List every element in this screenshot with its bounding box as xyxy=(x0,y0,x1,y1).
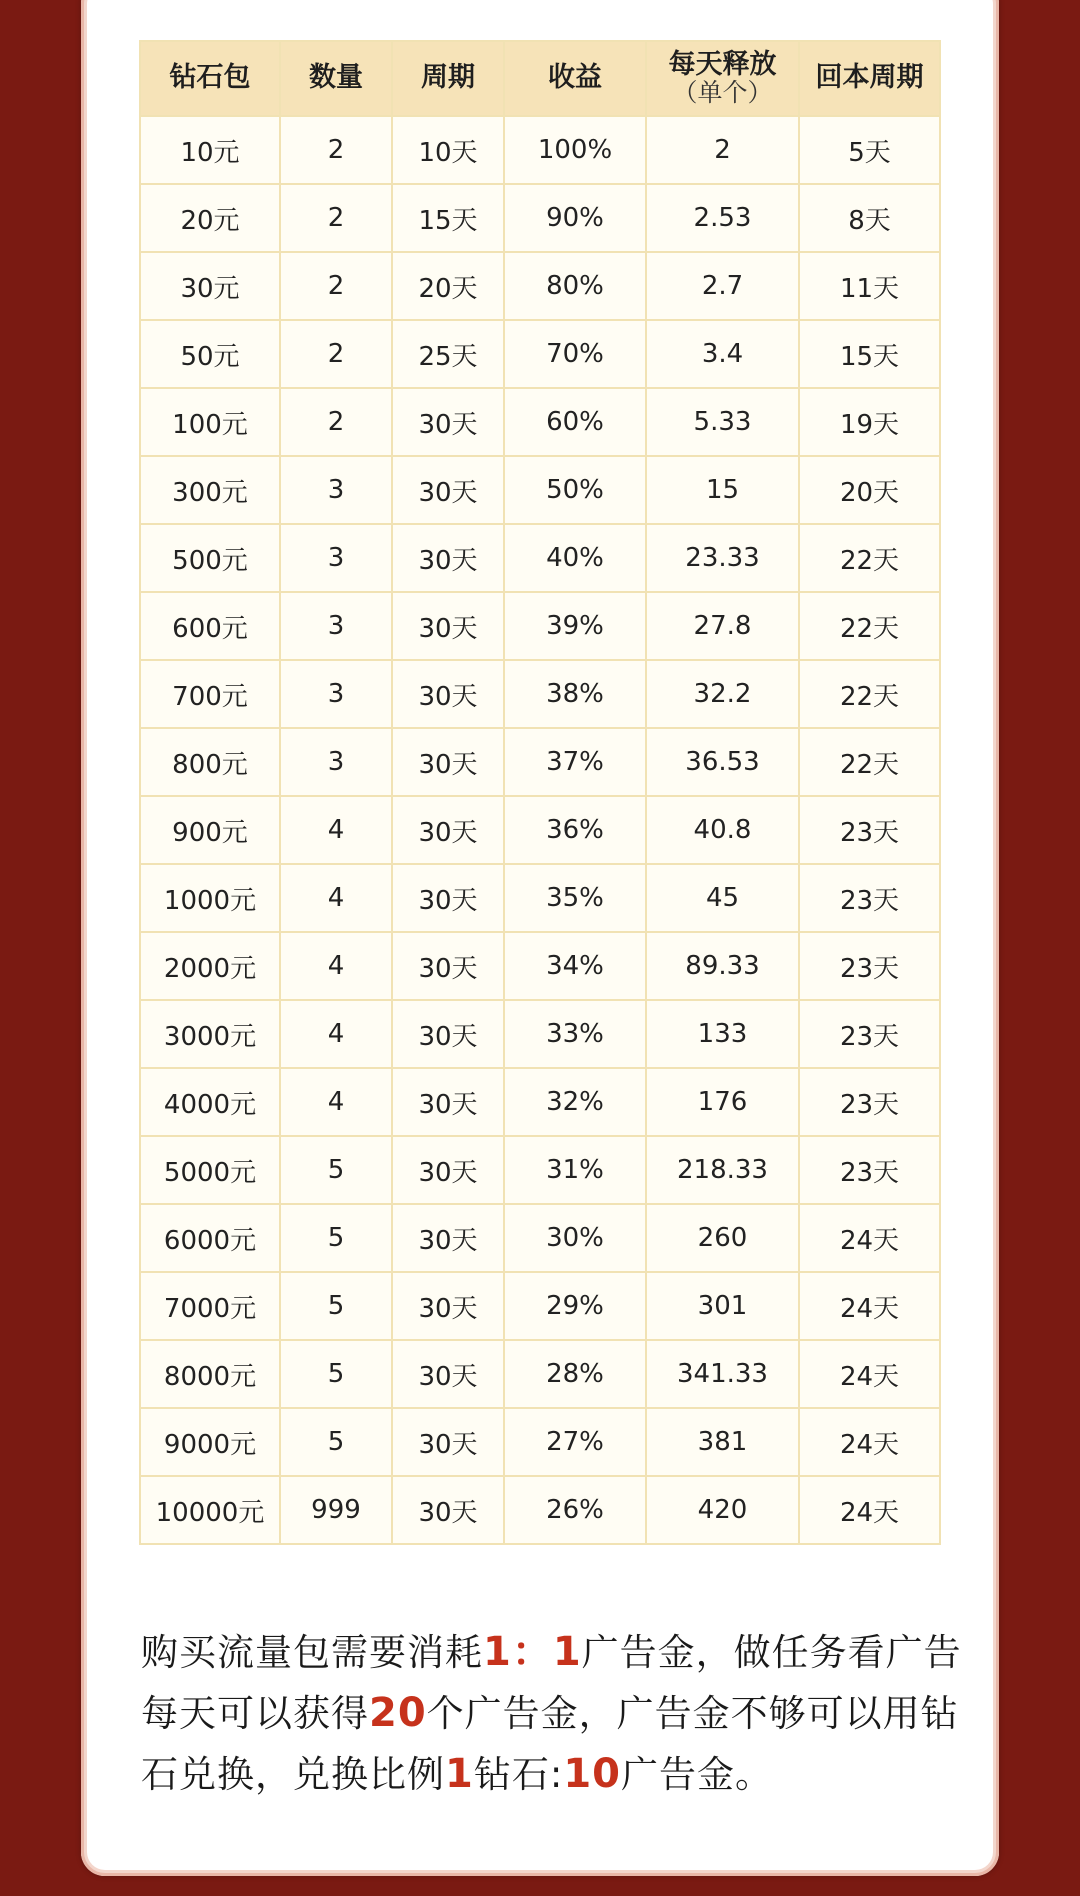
cell-daily-release: 341.33 xyxy=(646,1340,799,1408)
cell-return: 28% xyxy=(504,1340,646,1408)
cell-period: 30天 xyxy=(392,524,504,592)
cell-period: 30天 xyxy=(392,660,504,728)
table-row xyxy=(140,116,940,184)
table-row xyxy=(140,660,940,728)
table-row xyxy=(140,320,940,388)
cell-daily-release: 218.33 xyxy=(646,1136,799,1204)
cell-diamond-pack: 100元 xyxy=(140,388,280,456)
cell-diamond-pack: 6000元 xyxy=(140,1204,280,1272)
table-row xyxy=(140,1272,940,1340)
cell-payback-period: 5天 xyxy=(799,116,940,184)
cell-daily-release: 36.53 xyxy=(646,728,799,796)
table-row xyxy=(140,1476,940,1544)
note-highlight: 20 xyxy=(369,1690,427,1736)
cell-daily-release: 301 xyxy=(646,1272,799,1340)
cell-return: 70% xyxy=(504,320,646,388)
cell-period: 25天 xyxy=(392,320,504,388)
table-row xyxy=(140,864,940,932)
cell-period: 30天 xyxy=(392,1000,504,1068)
cell-diamond-pack: 5000元 xyxy=(140,1136,280,1204)
note-highlight: 10 xyxy=(563,1751,621,1797)
cell-payback-period: 11天 xyxy=(799,252,940,320)
table-row xyxy=(140,1136,940,1204)
cell-period: 20天 xyxy=(392,252,504,320)
cell-period: 30天 xyxy=(392,1272,504,1340)
cell-quantity: 3 xyxy=(280,592,392,660)
cell-quantity: 2 xyxy=(280,388,392,456)
cell-diamond-pack: 7000元 xyxy=(140,1272,280,1340)
table-header xyxy=(140,41,940,116)
cell-daily-release: 89.33 xyxy=(646,932,799,1000)
cell-quantity: 4 xyxy=(280,864,392,932)
cell-quantity: 5 xyxy=(280,1136,392,1204)
cell-period: 30天 xyxy=(392,456,504,524)
cell-period: 30天 xyxy=(392,864,504,932)
cell-daily-release: 420 xyxy=(646,1476,799,1544)
cell-payback-period: 23天 xyxy=(799,1136,940,1204)
cell-diamond-pack: 10元 xyxy=(140,116,280,184)
cell-payback-period: 22天 xyxy=(799,660,940,728)
cell-return: 34% xyxy=(504,932,646,1000)
table-row xyxy=(140,184,940,252)
cell-payback-period: 23天 xyxy=(799,796,940,864)
table-row xyxy=(140,592,940,660)
cell-daily-release: 381 xyxy=(646,1408,799,1476)
cell-diamond-pack: 4000元 xyxy=(140,1068,280,1136)
cell-diamond-pack: 300元 xyxy=(140,456,280,524)
cell-payback-period: 23天 xyxy=(799,1000,940,1068)
cell-daily-release: 133 xyxy=(646,1000,799,1068)
cell-daily-release: 5.33 xyxy=(646,388,799,456)
cell-return: 39% xyxy=(504,592,646,660)
table-row xyxy=(140,796,940,864)
cell-diamond-pack: 800元 xyxy=(140,728,280,796)
cell-return: 40% xyxy=(504,524,646,592)
note-text: 购买流量包需要消耗 xyxy=(141,1631,483,1674)
cell-payback-period: 24天 xyxy=(799,1204,940,1272)
purchase-note xyxy=(141,1622,971,1805)
cell-payback-period: 24天 xyxy=(799,1340,940,1408)
cell-quantity: 2 xyxy=(280,116,392,184)
cell-daily-release: 23.33 xyxy=(646,524,799,592)
cell-daily-release: 260 xyxy=(646,1204,799,1272)
note-text: 个广告金，广告金不够可以用钻石兑换，兑换比例 xyxy=(141,1692,959,1796)
cell-quantity: 2 xyxy=(280,320,392,388)
cell-period: 30天 xyxy=(392,1340,504,1408)
cell-quantity: 999 xyxy=(280,1476,392,1544)
header-label: 每天释放 xyxy=(668,49,777,81)
header-cell-diamond-pack xyxy=(140,41,280,116)
cell-daily-release: 40.8 xyxy=(646,796,799,864)
cell-diamond-pack: 50元 xyxy=(140,320,280,388)
cell-return: 27% xyxy=(504,1408,646,1476)
note-text: 广告金。 xyxy=(620,1753,773,1796)
cell-payback-period: 24天 xyxy=(799,1476,940,1544)
cell-period: 30天 xyxy=(392,796,504,864)
table-row xyxy=(140,456,940,524)
cell-return: 90% xyxy=(504,184,646,252)
cell-daily-release: 2.7 xyxy=(646,252,799,320)
cell-diamond-pack: 20元 xyxy=(140,184,280,252)
cell-quantity: 3 xyxy=(280,728,392,796)
cell-period: 30天 xyxy=(392,728,504,796)
cell-daily-release: 176 xyxy=(646,1068,799,1136)
header-label: 数量 xyxy=(309,62,363,94)
cell-diamond-pack: 700元 xyxy=(140,660,280,728)
cell-return: 33% xyxy=(504,1000,646,1068)
diamond-pack-table xyxy=(139,40,941,1545)
header-cell-return xyxy=(504,41,646,116)
cell-diamond-pack: 500元 xyxy=(140,524,280,592)
cell-diamond-pack: 2000元 xyxy=(140,932,280,1000)
cell-diamond-pack: 9000元 xyxy=(140,1408,280,1476)
header-sublabel: （单个） xyxy=(672,77,773,107)
cell-period: 30天 xyxy=(392,1204,504,1272)
cell-return: 36% xyxy=(504,796,646,864)
header-cell-payback-period xyxy=(799,41,940,116)
table-row xyxy=(140,1204,940,1272)
cell-return: 32% xyxy=(504,1068,646,1136)
cell-payback-period: 20天 xyxy=(799,456,940,524)
cell-daily-release: 27.8 xyxy=(646,592,799,660)
cell-period: 30天 xyxy=(392,388,504,456)
cell-quantity: 4 xyxy=(280,1068,392,1136)
note-highlight: 1：1 xyxy=(483,1629,582,1675)
cell-daily-release: 2.53 xyxy=(646,184,799,252)
cell-return: 26% xyxy=(504,1476,646,1544)
note-highlight: 1 xyxy=(445,1751,474,1797)
cell-return: 37% xyxy=(504,728,646,796)
cell-return: 100% xyxy=(504,116,646,184)
cell-return: 29% xyxy=(504,1272,646,1340)
cell-quantity: 4 xyxy=(280,932,392,1000)
cell-diamond-pack: 10000元 xyxy=(140,1476,280,1544)
cell-period: 30天 xyxy=(392,1476,504,1544)
cell-diamond-pack: 3000元 xyxy=(140,1000,280,1068)
cell-diamond-pack: 30元 xyxy=(140,252,280,320)
cell-diamond-pack: 8000元 xyxy=(140,1340,280,1408)
header-cell-quantity xyxy=(280,41,392,116)
cell-quantity: 3 xyxy=(280,660,392,728)
cell-quantity: 5 xyxy=(280,1272,392,1340)
cell-quantity: 3 xyxy=(280,524,392,592)
header-label: 回本周期 xyxy=(815,62,924,94)
cell-payback-period: 23天 xyxy=(799,1068,940,1136)
cell-daily-release: 2 xyxy=(646,116,799,184)
cell-period: 30天 xyxy=(392,1408,504,1476)
cell-diamond-pack: 1000元 xyxy=(140,864,280,932)
table-row xyxy=(140,388,940,456)
table-row xyxy=(140,1000,940,1068)
cell-daily-release: 3.4 xyxy=(646,320,799,388)
cell-payback-period: 22天 xyxy=(799,728,940,796)
cell-diamond-pack: 600元 xyxy=(140,592,280,660)
cell-payback-period: 24天 xyxy=(799,1408,940,1476)
header-cell-period xyxy=(392,41,504,116)
cell-payback-period: 22天 xyxy=(799,592,940,660)
cell-return: 60% xyxy=(504,388,646,456)
cell-period: 30天 xyxy=(392,1068,504,1136)
header-label: 钻石包 xyxy=(169,62,251,94)
cell-quantity: 5 xyxy=(280,1340,392,1408)
note-text: 广告金，做任务看广告每天可以获得 xyxy=(141,1631,962,1735)
cell-quantity: 5 xyxy=(280,1204,392,1272)
cell-payback-period: 15天 xyxy=(799,320,940,388)
cell-return: 30% xyxy=(504,1204,646,1272)
cell-period: 15天 xyxy=(392,184,504,252)
cell-payback-period: 22天 xyxy=(799,524,940,592)
table-row xyxy=(140,728,940,796)
table-row xyxy=(140,932,940,1000)
table-row xyxy=(140,1340,940,1408)
table-row xyxy=(140,1068,940,1136)
cell-period: 10天 xyxy=(392,116,504,184)
cell-return: 50% xyxy=(504,456,646,524)
cell-daily-release: 45 xyxy=(646,864,799,932)
cell-return: 35% xyxy=(504,864,646,932)
cell-payback-period: 19天 xyxy=(799,388,940,456)
cell-quantity: 5 xyxy=(280,1408,392,1476)
cell-quantity: 2 xyxy=(280,252,392,320)
cell-period: 30天 xyxy=(392,1136,504,1204)
cell-payback-period: 24天 xyxy=(799,1272,940,1340)
cell-payback-period: 8天 xyxy=(799,184,940,252)
cell-daily-release: 15 xyxy=(646,456,799,524)
table-row xyxy=(140,1408,940,1476)
cell-return: 31% xyxy=(504,1136,646,1204)
header-label: 周期 xyxy=(421,62,475,94)
cell-period: 30天 xyxy=(392,592,504,660)
note-text: 钻石: xyxy=(473,1753,564,1796)
header-cell-daily-release xyxy=(646,41,799,116)
cell-payback-period: 23天 xyxy=(799,932,940,1000)
cell-return: 80% xyxy=(504,252,646,320)
cell-quantity: 4 xyxy=(280,1000,392,1068)
table-row xyxy=(140,524,940,592)
table-body xyxy=(140,116,940,1544)
cell-quantity: 3 xyxy=(280,456,392,524)
cell-daily-release: 32.2 xyxy=(646,660,799,728)
header-label: 收益 xyxy=(548,62,602,94)
cell-diamond-pack: 900元 xyxy=(140,796,280,864)
cell-quantity: 4 xyxy=(280,796,392,864)
cell-period: 30天 xyxy=(392,932,504,1000)
cell-payback-period: 23天 xyxy=(799,864,940,932)
table-row xyxy=(140,252,940,320)
cell-quantity: 2 xyxy=(280,184,392,252)
header-row xyxy=(140,41,940,116)
cell-return: 38% xyxy=(504,660,646,728)
